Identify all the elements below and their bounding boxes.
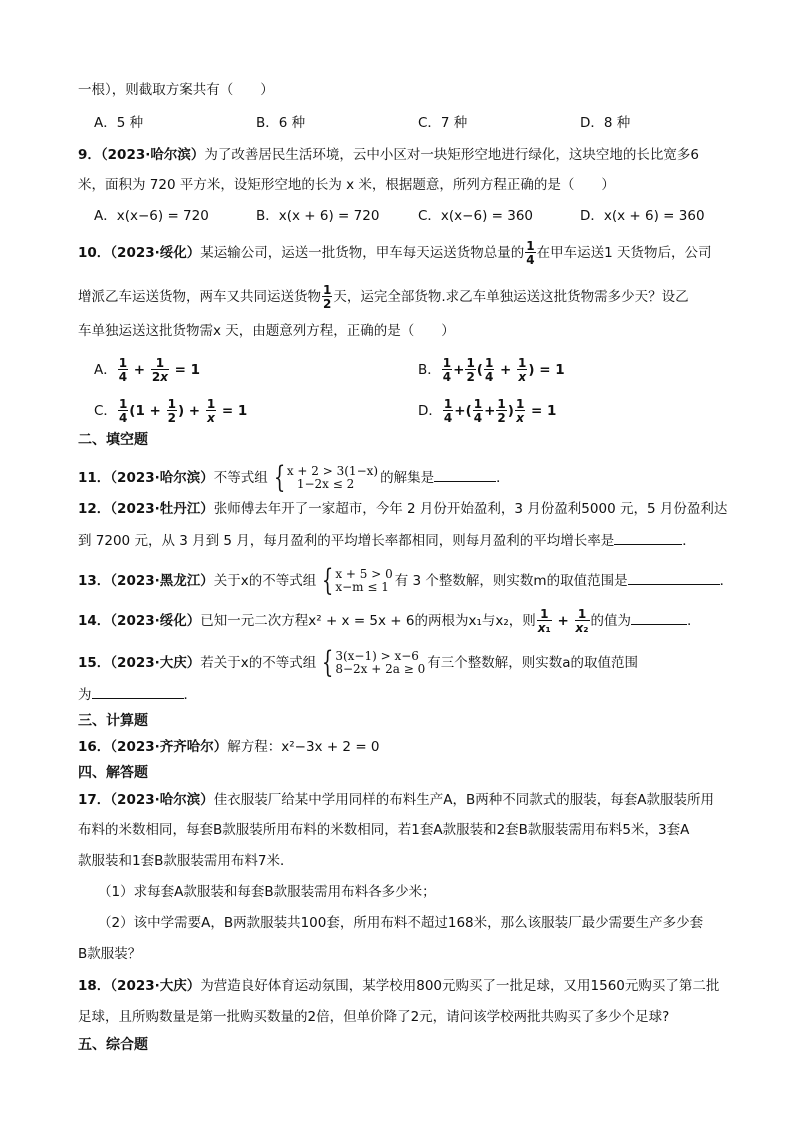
q13-row1: x + 5 > 0	[335, 567, 393, 581]
q10-text2b: 天，运完全部货物.求乙车单独运送这批货物需多少天？设乙	[333, 289, 689, 305]
q15-source: （2023·大庆）	[110, 655, 201, 671]
q14-text1: 已知一元二次方程x² + x = 5x + 6的两根为x₁与x₂，则	[200, 613, 536, 629]
q18-source: （2023·大庆）	[110, 978, 201, 994]
q13-row2: x−m ≤ 1	[335, 580, 389, 594]
q8-option-c: C．7 种	[418, 115, 468, 131]
q11-answer-blank[interactable]	[434, 467, 496, 482]
q8-option-a: A．5 种	[94, 115, 144, 131]
q9-option-b: B．x(x + 6) = 720	[256, 208, 380, 224]
q8-tail: 一根），则截取方案共有（ ）	[78, 82, 274, 98]
q11-end: ．	[496, 470, 510, 486]
fraction-one-over-x2: $\frac{1}{\text{x₂}}$	[575, 607, 589, 635]
q15-end: ．	[183, 687, 197, 703]
q10-option-c: C． $\frac{1}{4}$ (1 + $\frac{1}{2}$ ) + $\frac{1}{x}$ = 1	[94, 397, 248, 425]
q17-sub2b: B款服装？	[78, 946, 142, 962]
q10-option-d: D． $\frac{1}{4}$ +( $\frac{1}{4}$ + $\frac{1}{2}$ ) $\frac{1}{x}$ = 1	[418, 397, 557, 425]
q15-row2: 8−2x + 2a ≥ 0	[335, 662, 426, 676]
q18-line2: 足球，且所购数量是第一批购买数量的2倍，但单价降了2元，请问该学校两批共购买了多少个足球?	[78, 1009, 670, 1025]
q13-line	[78, 563, 738, 598]
q15-line2	[78, 684, 738, 705]
q17-text1: 佳衣服装厂给某中学用同样的布料生产A，B两种不同款式的服装，每套A款服装所用	[213, 792, 714, 808]
q12-text1: 张师傅去年开了一家超市，今年 2 月份开始盈利，3 月份盈利5000 元，5 月份盈利达	[213, 501, 728, 517]
q12-text2: 到 7200 元，从 3 月到 5 月，每月盈利的平均增长率都相同，则每月盈利的平均增长率是	[78, 533, 615, 549]
q15-text3: 为	[78, 687, 92, 703]
q18-line1	[78, 976, 738, 996]
section-calculation-heading: 三、计算题	[78, 713, 148, 729]
q18-text1: 为营造良好体育运动氛围，某学校用800元购买了一批足球，又用1560元购买了第二批	[200, 978, 720, 994]
q10-text1a: 某运输公司，运送一批货物，甲车每天运送货物总量的	[200, 245, 525, 261]
q11-inequality-system: { x + 2 > 3(1−x) 1−2x ≤ 2	[273, 460, 379, 495]
q14-line: 14．（2023·绥化）已知一元二次方程x² + x = 5x + 6的两根为x₁与x₂，则 $\frac{1}{\text{x₁}}$ + $\frac{1}{\text{x₂}}$ 的值为 .	[78, 607, 692, 635]
q10-line2	[78, 284, 738, 310]
q8-option-d: D．8 种	[580, 115, 631, 131]
q14-source: （2023·绥化）	[110, 613, 201, 629]
q13-text1: 关于x的不等式组	[213, 573, 317, 589]
section-answer-heading: 四、解答题	[78, 765, 148, 781]
q15-line1	[78, 645, 738, 680]
q11-line	[78, 460, 738, 495]
q13-number: 13．	[78, 573, 111, 589]
q14-answer-blank[interactable]	[631, 610, 687, 625]
q10-text1b: 在甲车运送1 天货物后，公司	[536, 245, 712, 261]
q17-sub1: （1）求每套A款服装和每套B款服装需用布料各多少米；	[98, 884, 436, 900]
q13-answer-blank[interactable]	[628, 570, 720, 585]
q12-line1	[78, 499, 738, 519]
q15-text2: 有三个整数解，则实数a的取值范围	[427, 655, 639, 671]
q12-source: （2023·牡丹江）	[110, 501, 214, 517]
q14-number: 14．	[78, 613, 111, 629]
q15-row1: 3(x−1) > x−6	[335, 649, 419, 663]
q17-source: （2023·哈尔滨）	[110, 792, 214, 808]
q10-number: 10．	[78, 245, 111, 261]
q15-inequality-system: { 3(x−1) > x−6 8−2x + 2a ≥ 0	[322, 645, 426, 680]
fraction-one-half: $\frac{1}{2}$	[323, 283, 332, 311]
q12-answer-blank[interactable]	[614, 530, 682, 545]
section-fill-in-heading: 二、填空题	[78, 432, 148, 448]
q16-line	[78, 737, 738, 757]
q10-source: （2023·绥化）	[110, 245, 201, 261]
fraction-one-over-x1: $\frac{1}{\text{x₁}}$	[537, 607, 551, 635]
q9-text1: 为了改善居民生活环境，云中小区对一块矩形空地进行绿化，这块空地的长比宽多6	[204, 147, 699, 163]
q14-text2: 的值为	[590, 613, 632, 629]
q10-option-a: A． $\frac{1}{4}$ + $\frac{1}{2x}$ = 1	[94, 356, 201, 384]
q10-option-b: B． $\frac{1}{4}$ + $\frac{1}{2}$ ( $\frac{1}{4}$ + $\frac{1}{x}$ ) = 1	[418, 356, 565, 384]
q16-number: 16．	[78, 739, 111, 755]
q11-row1: x + 2 > 3(1−x)	[286, 464, 379, 478]
q9-line2: 米，面积为 720 平方米，设矩形空地的长为 x 米，根据题意，所列方程正确的是（ ）	[78, 177, 615, 193]
q14-end: .	[687, 613, 692, 629]
q8-option-b: B．6 种	[256, 115, 306, 131]
section-comprehensive-heading: 五、综合题	[78, 1037, 148, 1053]
q15-answer-blank[interactable]	[92, 684, 184, 699]
q9-option-a: A．x(x−6) = 720	[94, 208, 209, 224]
q9-option-c: C．x(x−6) = 360	[418, 208, 534, 224]
q10-option-c-label: C．	[94, 403, 117, 419]
q13-text2: 有 3 个整数解，则实数m的取值范围是	[394, 573, 628, 589]
q9-number: 9．	[78, 147, 101, 163]
q16-source: （2023·齐齐哈尔）	[110, 739, 228, 755]
q12-number: 12．	[78, 501, 111, 517]
q11-text2: 的解集是	[380, 470, 435, 486]
q16-text: 解方程：x²−3x + 2 = 0	[227, 739, 380, 755]
q9-line1	[78, 145, 738, 165]
q11-source: （2023·哈尔滨）	[110, 470, 214, 486]
q18-number: 18．	[78, 978, 111, 994]
q10-line3: 车单独运送这批货物需x 天，由题意列方程，正确的是（ ）	[78, 323, 455, 339]
q13-inequality-system: { x + 5 > 0 x−m ≤ 1	[322, 563, 393, 598]
q11-number: 11．	[78, 470, 111, 486]
q11-row2: 1−2x ≤ 2	[296, 477, 355, 491]
fraction-one-quarter: $\frac{1}{4}$	[526, 239, 535, 267]
q10-option-a-label: A．	[94, 362, 117, 378]
q12-line2	[78, 530, 738, 551]
q11-text1: 不等式组	[213, 470, 268, 486]
q17-line2: 布料的米数相同，每套B款服装所用布料的米数相同，若1套A款服装和2套B款服装需用布料5米，3套A	[78, 822, 690, 838]
q15-text1: 若关于x的不等式组	[200, 655, 317, 671]
q15-number: 15．	[78, 655, 111, 671]
q9-source: （2023·哈尔滨）	[100, 147, 205, 163]
q17-line1	[78, 790, 738, 810]
q10-text2a: 增派乙车运送货物，两车又共同运送货物	[78, 289, 321, 305]
q17-line3: 款服装和1套B款服装需用布料7米．	[78, 853, 294, 869]
q17-number: 17．	[78, 792, 111, 808]
q12-end: ．	[682, 533, 696, 549]
q9-option-d: D．x(x + 6) = 360	[580, 208, 705, 224]
q13-source: （2023·黑龙江）	[110, 573, 214, 589]
q10-option-b-label: B．	[418, 362, 441, 378]
q10-option-d-label: D．	[418, 403, 442, 419]
q10-line1	[78, 240, 738, 266]
q17-sub2a: （2）该中学需要A，B两款服装共100套，所用布料不超过168米，那么该服装厂最少需要生产多少套	[98, 915, 704, 931]
q13-end: ．	[719, 573, 734, 589]
